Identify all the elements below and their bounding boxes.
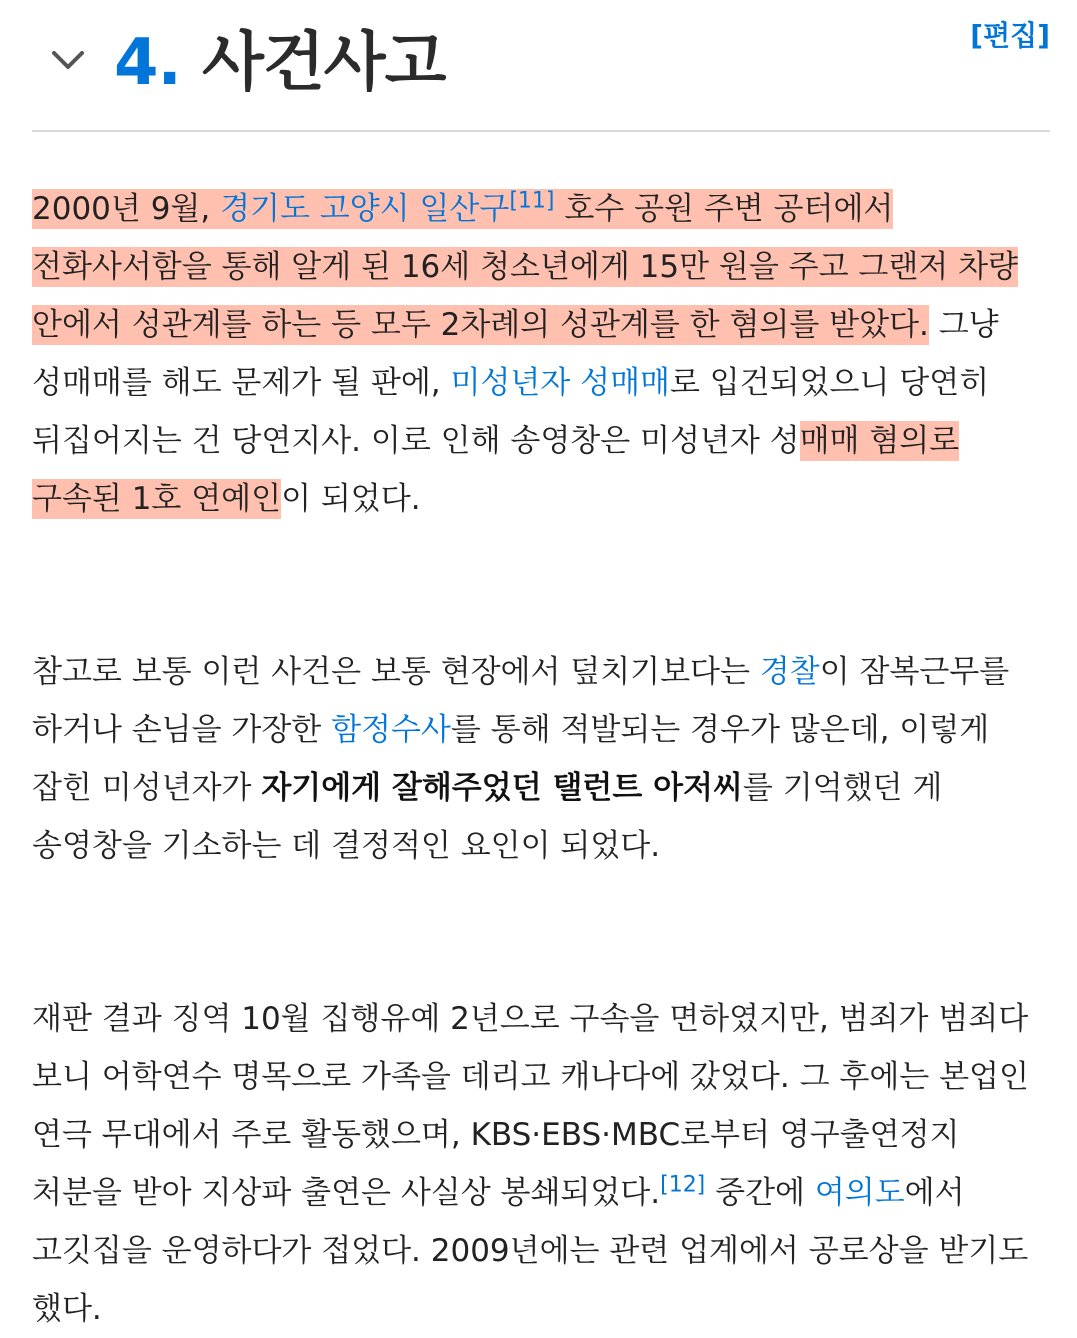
text: 에서 고깃집을 운영하다가 접었다. 2009년에는 관련 업계에서 공로상을 받기도 했다. bbox=[32, 1175, 1029, 1327]
link-sting-operation[interactable]: 함정수사 bbox=[331, 712, 451, 748]
paragraph-aftermath bbox=[32, 990, 1052, 1338]
text: 참고로 보통 이런 사건은 보통 현장에서 덮치기보다는 bbox=[32, 654, 760, 690]
text: 그냥 성매매를 해도 문제가 될 판에, bbox=[32, 307, 999, 401]
text: 2000년 9월, bbox=[32, 191, 221, 227]
text: 재판 결과 징역 10월 집행유예 2년으로 구속을 면하였지만, 범죄가 범죄다 보니 어학연수 명목으로 가족을 데리고 캐나다에 갔었다. 그 후에는 본업인 연극 무대에서 주로 활동했으며, KBS·EBS·MBC로부터 영구출연정지 처분을 받아 지상파 출연은 사실상 봉쇄되었다. bbox=[32, 1001, 1029, 1211]
section-header bbox=[32, 0, 1050, 132]
section-number[interactable]: 4. bbox=[114, 26, 181, 100]
chevron-down-icon[interactable] bbox=[48, 40, 88, 80]
link-yeouido[interactable]: 여의도 bbox=[814, 1175, 905, 1211]
footnote-ref-11[interactable]: [11] bbox=[509, 188, 555, 214]
paragraph-incident bbox=[32, 180, 1052, 528]
edit-link[interactable]: [편집] bbox=[970, 19, 1050, 52]
link-police[interactable]: 경찰 bbox=[759, 654, 820, 690]
link-gyeonggi-goyang-ilsan[interactable]: 경기도 고양시 일산구 bbox=[220, 191, 510, 227]
text: 이 잠복근무를 하거나 손님을 가장한 bbox=[32, 654, 1010, 748]
footnote-ref-12[interactable]: [12] bbox=[660, 1172, 706, 1198]
text: 를 기억했던 게 송영창을 기소하는 데 결정적인 요인이 되었다. bbox=[32, 770, 943, 864]
text: 이 되었다. bbox=[281, 481, 421, 517]
text: 호수 공원 주변 공터에서 전화사서함을 통해 알게 된 16세 청소년에게 15만 원을 주고 그랜저 차량 안에서 성관계를 하는 등 모두 2차례의 성관계를 한 혐의를 받았다. bbox=[32, 191, 1018, 343]
section-title: 사건사고 bbox=[202, 26, 446, 100]
paragraph-investigation bbox=[32, 643, 1052, 875]
bold-phrase: 자기에게 잘해주었던 탤런트 아저씨 bbox=[261, 770, 743, 806]
text: 중간에 bbox=[705, 1175, 815, 1211]
section-heading bbox=[114, 18, 445, 108]
text: 로 입건되었으니 당연히 뒤집어지는 건 당연지사. 이로 인해 송영창은 미성년자 성 bbox=[32, 365, 990, 459]
text: 를 통해 적발되는 경우가 많은데, 이렇게 잡힌 미성년자가 bbox=[32, 712, 990, 806]
highlight-first-celebrity: 매매 혐의로 구속된 1호 연예인 bbox=[32, 423, 960, 517]
highlight-incident bbox=[32, 189, 1018, 345]
link-minor-prostitution[interactable]: 미성년자 성매매 bbox=[450, 365, 670, 401]
section-content bbox=[32, 180, 1052, 1338]
